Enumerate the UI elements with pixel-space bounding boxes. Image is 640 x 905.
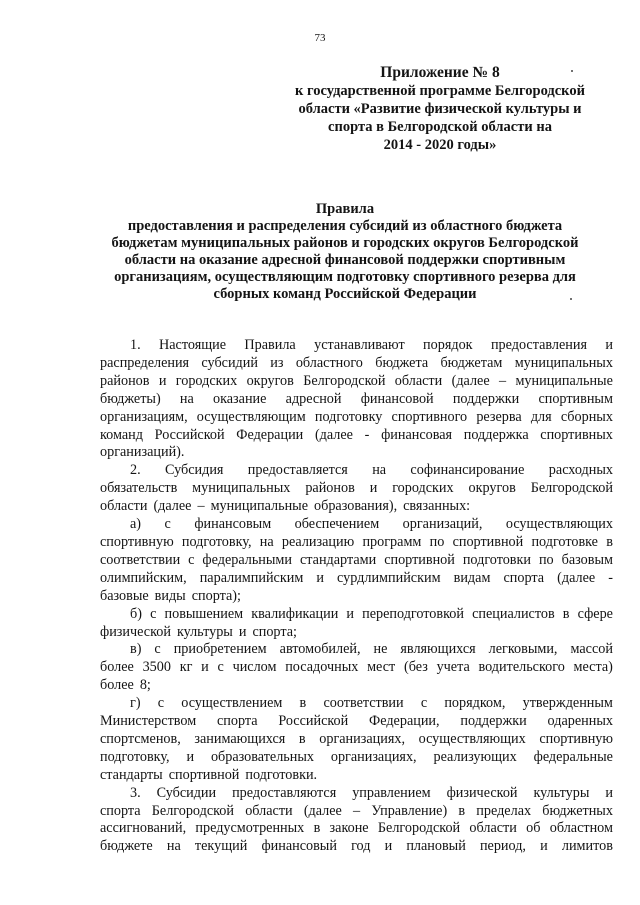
body-line: команд Российской Федерации (далее - финансовая поддержка спортивных [100,426,613,443]
appendix-line: к государственной программе Белгородской [295,83,585,99]
body-line: более 8; [100,677,151,694]
body-line: обязательств муниципальных районов и городских округов Белгородской [100,480,613,497]
body-line: спортивную подготовку, на реализацию программ по спортивной подготовке в [100,533,613,550]
rules-title: Правила [315,201,375,217]
body-line: стандарты спортивной подготовки. [100,766,318,783]
body-line: соответствии с федеральными стандартами спортивной подготовки по базовым [100,551,613,568]
rules-heading [60,201,630,303]
body-line: спортсменов, занимающихся в организациях, осуществляющих спортивную [100,730,613,747]
rules-heading-line: бюджетам муниципальных районов и городских округов Белгородской [111,235,579,251]
rules-heading-line: организациям, осуществляющим подготовку спортивного резерва для [114,269,576,285]
body-line: а) с финансовым обеспечением организаций, осуществляющих [130,516,613,533]
body-text [100,337,613,856]
page-number: 73 [314,32,326,44]
appendix-line: области «Развитие физической культуры и [298,101,582,117]
body-line: более 3500 кг и с числом посадочных мест (без учета водительского места) [100,659,613,676]
appendix-block [290,64,590,154]
body-line: 3. Субсидии предоставляются управлением физической культуры и [130,784,613,801]
rules-heading-line: области на оказание адресной финансовой поддержки спортивным [124,252,566,268]
body-line: олимпийским, паралимпийским и сурдлимпийским видам спорта (далее - [100,569,613,586]
appendix-line: 2014 - 2020 годы» [383,137,497,153]
body-line: базовые виды спорта); [100,587,241,604]
body-line: ассигнований, предусмотренных в законе Белгородской области об областном [100,820,613,837]
body-line: в) с приобретением автомобилей, не являющихся легковыми, массой [130,641,613,658]
body-line: г) с осуществлением в соответствии с порядком, утвержденным [130,695,613,712]
body-line: области (далее – муниципальные образования), связанных: [100,498,471,515]
body-line: организациям, осуществляющим подготовку спортивного резерва для сборных [100,408,613,425]
body-line: подготовку, и образовательных организациях, реализующих федеральные [100,748,613,765]
rules-heading-line: предоставления и распределения субсидий из областного бюджета [127,218,563,234]
appendix-line: спорта в Белгородской области на [328,119,552,135]
appendix-title: Приложение № 8 [380,64,500,81]
body-line: Министерством спорта Российской Федерации, поддержки одаренных [100,713,613,730]
body-line: б) с повышением квалификации и переподготовкой специалистов в сфере [130,605,613,622]
body-line: физической культуры и спорта; [100,623,297,640]
scan-speck [570,298,572,300]
body-line: бюджеты) на оказание адресной финансовой поддержки спортивным [100,390,613,407]
body-line: организаций). [100,444,185,461]
body-line: бюджете на текущий финансовый год и плановый период, и лимитов [100,838,613,855]
rules-heading-line: сборных команд Российской Федерации [213,286,477,302]
body-line: районов и городских округов Белгородской области (далее – муниципальные [100,372,613,389]
body-line: 1. Настоящие Правила устанавливают порядок предоставления и [130,337,613,353]
body-line: спорта Белгородской области (далее – Управление) в пределах бюджетных [100,802,613,819]
body-line: 2. Субсидия предоставляется на софинансирование расходных [130,462,613,479]
scan-speck [571,70,573,72]
body-line: распределения субсидий из областного бюджета бюджетам муниципальных [100,354,613,371]
